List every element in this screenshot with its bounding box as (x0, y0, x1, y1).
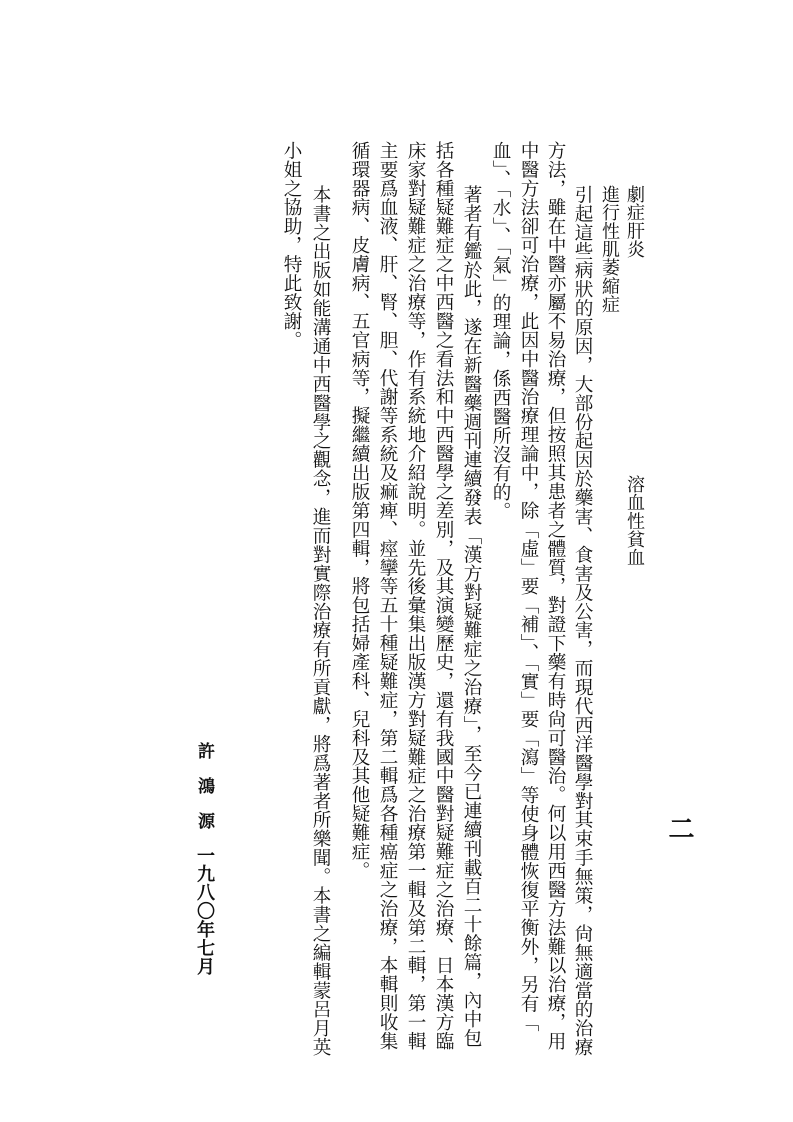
paragraph-2-line-3: 床家對疑難症之治療等，作有系統地介紹說明。並先後彙集出版漢方對疑難症之治療第一輯及第二輯，第一輯 (405, 141, 426, 1051)
author-signature: 許鴻源 (194, 742, 214, 847)
paragraph-3-line-2: 小姐之協助，特此致謝。 (281, 141, 302, 350)
disease-item-muscular-atrophy: 進行性肌萎縮症 (599, 185, 620, 314)
disease-item-fulminant-hepatitis: 劇症肝炎 (624, 185, 645, 259)
paragraph-1-line-4: 血」、「水」、「氣」的理論，係西醫所沒有的。 (490, 141, 511, 521)
paragraph-2-line-1: 著者有鑑於此，遂在新醫藥週刊連續發表「漢方對疑難症之治療」，至今已連續刊載百二十餘篇，內中包 (461, 185, 482, 1048)
paragraph-1-line-1: 引起這些病狀的原因，大部份起因於藥害、食害及公害，而現代西洋醫學對其束手無策，尙無適當的治療 (572, 185, 593, 1057)
paragraph-2-line-2: 括各種疑難症之中西醫之看法和中西醫學之差別，及其演變歷史，還有我國中醫對疑難症之治療、日本漢方臨 (433, 141, 454, 1051)
paragraph-3-line-1: 本書之出版如能溝通中西醫學之觀念，進而對實際治療有所貢獻，將爲著者所樂聞。本書之編輯蒙呂月英 (310, 185, 331, 1057)
paragraph-2-line-4: 主要爲血液、肝、腎、胆、代謝等系統及痲痺、痙攣等五十種疑難症，第二輯爲各種癌症之治療，本輯則收集 (377, 141, 398, 1051)
page-number: 二 (664, 815, 694, 841)
signature-date: 一九八〇年七月 (194, 846, 215, 976)
paragraph-2-line-5: 循環器病、皮膚病、五官病等，擬繼續出版第四輯，將包括婦產科、兒科及其他疑難症。 (349, 141, 370, 881)
paragraph-1-line-3: 中醫方法卻可治療，此因中醫治療理論中，除「虛」要「補」、「實」要「瀉」等使身體恢復平衡外，另有「 (518, 141, 539, 1032)
disease-item-hemolytic-anemia: 溶血性貧血 (624, 475, 645, 567)
paragraph-1-line-2: 方法，雖在中醫亦屬不易治療，但按照其患者之體質，對證下藥有時尙可醫治。何以用西醫方法難以治療，用 (545, 141, 566, 1051)
